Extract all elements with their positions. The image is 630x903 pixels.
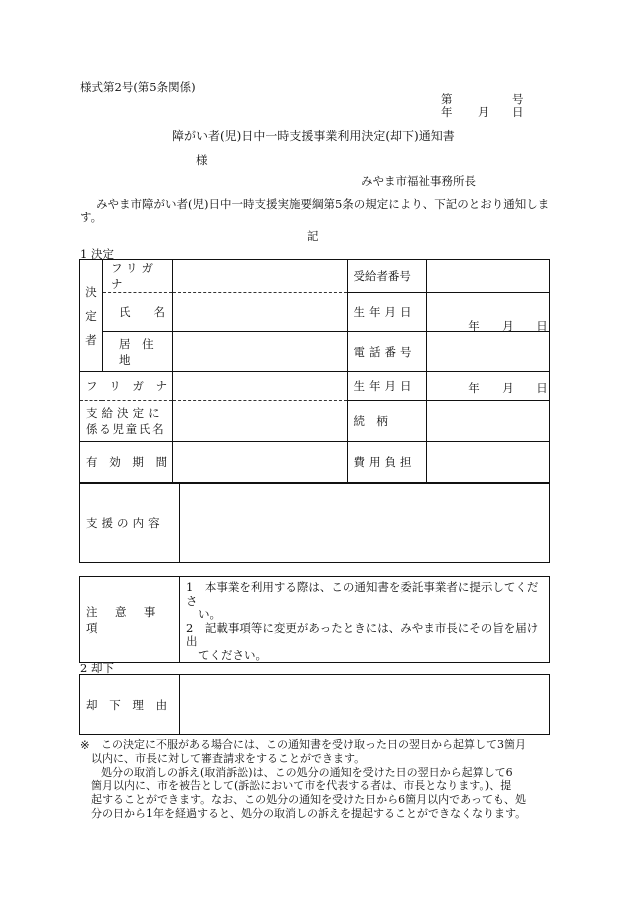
relationship-label: 続 柄	[348, 401, 427, 442]
note-item-2: 2 記載事項等に変更があったときには、みやま市長にその旨を届け出	[186, 620, 539, 648]
decision-maker-group-label: 決 定 者	[80, 260, 103, 372]
decision-table	[79, 259, 550, 483]
date-tsuki: 月	[478, 105, 490, 119]
child-name-label: 支給決定に 係る児童氏名	[80, 401, 173, 442]
section-1-heading: 1 決定	[80, 247, 114, 261]
date-nen: 年	[441, 105, 453, 119]
date-hi: 日	[512, 105, 524, 119]
child-birthdate-field[interactable]: 年 月 日	[427, 372, 550, 401]
cost-burden-field[interactable]	[427, 442, 550, 483]
intro-line-1: みやま市障がい者(児)日中一時支援実施要綱第5条の規定により、下記のとおり通知しま	[96, 197, 550, 211]
furigana-label: フリガナ	[102, 260, 172, 293]
footnote: この決定に不服がある場合には、この通知書を受け取った日の翌日から起算して3箇月 以内に、市長に対して審査請求をすることができます。 処分の取消しの訴え(取消訴訟)は、この処分の通知を受けた日の翌日から起算して6 箇月以内に、市を被告として(訴訟において市を代表する者は、市長となります。)、提 起することができます。なお、この処分の通知を受けた日から6箇月以内であっても、処 分の日から1年を経過すると、処分の取消しの訴えを提起することができなくなります。	[91, 738, 527, 820]
child-furigana-label: フ リ ガ ナ	[80, 372, 173, 401]
name-label: 氏 名	[102, 293, 172, 332]
child-name-field[interactable]	[172, 401, 348, 442]
address-field[interactable]	[172, 332, 348, 372]
phone-label: 電話番号	[348, 332, 427, 372]
doc-number-dai: 第	[441, 92, 453, 106]
address-label: 居 住 地	[102, 332, 172, 372]
document-title: 障がい者(児)日中一時支援事業利用決定(却下)通知書	[172, 129, 455, 143]
form-number: 様式第2号(第5条関係)	[80, 80, 196, 94]
furigana-field[interactable]	[172, 260, 348, 293]
name-field[interactable]	[172, 293, 348, 332]
notes-label: 注 意 事 項	[80, 577, 180, 663]
child-furigana-field[interactable]	[172, 372, 348, 401]
ki-label: 記	[307, 229, 319, 243]
recipient-number-field[interactable]	[427, 260, 550, 293]
notes-content: 1 本事業を利用する際は、この通知書を委託事業者に提示してくださ い。 2 記載事項等に変更があったときには、みやま市長にその旨を届け出 てください。	[180, 577, 550, 663]
rejection-table	[79, 674, 550, 735]
support-content-table	[79, 483, 550, 563]
doc-number-go: 号	[512, 92, 524, 106]
intro-line-2: す。	[80, 210, 103, 224]
birthdate-field[interactable]: 年 月 日	[427, 293, 550, 332]
addressee-suffix: 様	[196, 153, 208, 167]
rejection-reason-field[interactable]	[180, 675, 550, 735]
recipient-number-label: 受給者番号	[348, 260, 427, 293]
valid-period-field[interactable]	[172, 442, 348, 483]
phone-field[interactable]	[427, 332, 550, 372]
support-content-label: 支援の内容	[80, 484, 180, 563]
cost-burden-label: 費用負担	[348, 442, 427, 483]
section-2-heading: 2 却下	[80, 661, 114, 675]
notes-table	[79, 576, 550, 663]
child-birthdate-label: 生年月日	[348, 372, 427, 401]
footnote-mark: ※	[80, 738, 90, 752]
valid-period-label: 有 効 期 間	[80, 442, 173, 483]
issuer: みやま市福祉事務所長	[361, 174, 476, 188]
birthdate-label: 生年月日	[348, 293, 427, 332]
relationship-field[interactable]	[427, 401, 550, 442]
rejection-reason-label: 却 下 理 由	[80, 675, 180, 735]
support-content-field[interactable]	[180, 484, 550, 563]
note-item-1: 1 本事業を利用する際は、この通知書を委託事業者に提示してくださ	[186, 580, 539, 608]
